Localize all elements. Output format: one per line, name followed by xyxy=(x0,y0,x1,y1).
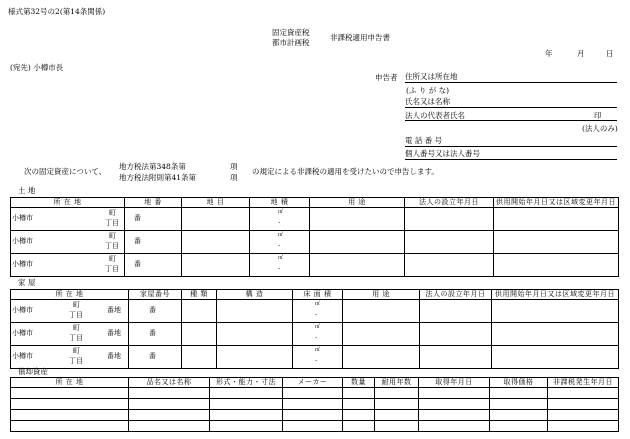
banchi-text: 番地 xyxy=(107,329,121,337)
chome-text: 丁目 xyxy=(105,242,119,250)
address-label: 住所又は所在地 xyxy=(405,72,458,81)
structure-cell[interactable] xyxy=(217,300,293,323)
table-row xyxy=(11,346,619,369)
table-cell[interactable] xyxy=(419,388,490,399)
date-year: 年 xyxy=(545,49,553,58)
location-cell[interactable] xyxy=(11,208,125,231)
depreciable-header-cell: 取得価格 xyxy=(490,378,548,388)
cho-text: 町 xyxy=(73,301,80,309)
dot-text: . xyxy=(315,309,318,317)
depreciable-header-cell: 非課税発生年月日 xyxy=(548,378,619,388)
table-row xyxy=(11,208,619,231)
type-cell[interactable] xyxy=(182,300,217,323)
house-table xyxy=(10,289,619,369)
table-cell[interactable] xyxy=(11,410,129,421)
category-cell[interactable] xyxy=(182,254,250,277)
table-cell[interactable] xyxy=(129,399,210,410)
depreciable-header-row xyxy=(11,378,619,388)
house-header-cell: 種 類 xyxy=(182,290,217,300)
land-header-cell: 所 在 地 xyxy=(11,198,125,208)
table-cell[interactable] xyxy=(375,410,419,421)
house-header-cell: 供用開始年月日又は区域変更年月日 xyxy=(492,290,619,300)
floor-area-cell[interactable] xyxy=(293,346,343,369)
table-cell[interactable] xyxy=(210,388,283,399)
table-cell[interactable] xyxy=(283,399,343,410)
house-header-row xyxy=(11,290,619,300)
location-cell[interactable] xyxy=(11,346,129,369)
chome-text: 丁目 xyxy=(69,357,83,365)
table-row xyxy=(11,399,619,410)
category-cell[interactable] xyxy=(182,231,250,254)
category-cell[interactable] xyxy=(182,208,250,231)
date-month: 月 xyxy=(577,49,585,58)
table-cell[interactable] xyxy=(129,388,210,399)
table-cell[interactable] xyxy=(548,388,619,399)
area-cell[interactable] xyxy=(250,231,310,254)
banchi-text: 番地 xyxy=(107,306,121,314)
use-cell[interactable] xyxy=(343,300,420,323)
house-number-cell[interactable] xyxy=(129,346,182,369)
ban-text: 番 xyxy=(149,352,156,360)
depreciable-header-cell: 所 在 地 xyxy=(11,378,129,388)
table-cell[interactable] xyxy=(343,399,375,410)
unit-text: ㎡ xyxy=(315,347,321,353)
house-header-cell: 所 在 地 xyxy=(11,290,129,300)
house-section-label: 家 屋 xyxy=(18,278,36,287)
unit-text: ㎡ xyxy=(315,301,321,307)
table-cell[interactable] xyxy=(490,421,548,432)
depreciable-header-cell: 形式・能力・寸法 xyxy=(210,378,283,388)
start-cell[interactable] xyxy=(494,231,619,254)
dot-text: . xyxy=(315,332,318,340)
land-table xyxy=(10,197,619,277)
cho-text: 町 xyxy=(109,209,116,217)
start-cell[interactable] xyxy=(492,346,619,369)
table-cell[interactable] xyxy=(11,421,129,432)
floor-area-cell[interactable] xyxy=(293,323,343,346)
use-cell[interactable] xyxy=(310,208,405,231)
applicant-id xyxy=(405,150,617,160)
dot-text: . xyxy=(278,263,281,271)
founding-cell[interactable] xyxy=(405,208,494,231)
table-row xyxy=(11,254,619,277)
seal-mark: 印 xyxy=(594,111,602,120)
start-cell[interactable] xyxy=(492,323,619,346)
location-cell[interactable] xyxy=(11,254,125,277)
ban-text: 番 xyxy=(134,237,141,245)
house-number-cell[interactable] xyxy=(129,300,182,323)
table-cell[interactable] xyxy=(210,410,283,421)
founding-cell[interactable] xyxy=(420,300,492,323)
chome-text: 丁目 xyxy=(69,311,83,319)
date-day: 日 xyxy=(606,49,614,58)
ban-text: 番 xyxy=(149,329,156,337)
table-cell[interactable] xyxy=(343,421,375,432)
representative-label: 法人の代表者氏名 xyxy=(405,111,465,120)
seal-note: (法人のみ) xyxy=(582,124,618,133)
table-cell[interactable] xyxy=(490,399,548,410)
depreciable-table xyxy=(10,377,619,432)
id-label: 個人番号又は法人番号 xyxy=(405,149,480,158)
city-text: 小樽市 xyxy=(12,306,33,314)
location-cell[interactable] xyxy=(11,323,129,346)
title-line2: 都市計画税 xyxy=(272,38,310,47)
table-row xyxy=(11,421,619,432)
land-header-cell: 用 途 xyxy=(310,198,405,208)
statement-item1: 項 xyxy=(230,162,238,171)
table-cell[interactable] xyxy=(375,421,419,432)
table-cell[interactable] xyxy=(490,410,548,421)
dot-text: . xyxy=(278,217,281,225)
table-cell[interactable] xyxy=(210,421,283,432)
start-cell[interactable] xyxy=(494,254,619,277)
use-cell[interactable] xyxy=(343,346,420,369)
unit-text: ㎡ xyxy=(278,232,284,238)
statement-item2: 項 xyxy=(230,173,238,182)
house-header-cell: 床 面 積 xyxy=(293,290,343,300)
city-text: 小樽市 xyxy=(12,352,33,360)
founding-cell[interactable] xyxy=(405,254,494,277)
house-number-cell[interactable] xyxy=(129,323,182,346)
phone-label: 電 話 番 号 xyxy=(405,136,443,145)
table-cell[interactable] xyxy=(343,410,375,421)
location-cell[interactable] xyxy=(11,300,129,323)
table-cell[interactable] xyxy=(419,410,490,421)
title-line1: 固定資産税 xyxy=(272,28,310,37)
founding-cell[interactable] xyxy=(420,346,492,369)
applicant-address xyxy=(405,73,617,83)
table-cell[interactable] xyxy=(129,421,210,432)
chome-text: 丁目 xyxy=(69,334,83,342)
area-cell[interactable] xyxy=(250,208,310,231)
type-cell[interactable] xyxy=(182,323,217,346)
house-header-cell: 用 途 xyxy=(343,290,420,300)
depreciable-section-label: 償却資産 xyxy=(18,367,48,376)
statement-law1: 地方税法第348条第 xyxy=(119,162,186,171)
table-row xyxy=(11,388,619,399)
lot-cell[interactable] xyxy=(125,208,182,231)
applicant-phone xyxy=(405,137,617,147)
table-cell[interactable] xyxy=(548,421,619,432)
founding-cell[interactable] xyxy=(405,231,494,254)
table-cell[interactable] xyxy=(548,410,619,421)
form-number: 様式第32号の2(第14条関係) xyxy=(8,7,106,16)
cho-text: 町 xyxy=(109,255,116,263)
ban-text: 番 xyxy=(149,306,156,314)
land-header-cell: 地 積 xyxy=(250,198,310,208)
land-header-cell: 法人の設立年月日 xyxy=(405,198,494,208)
dot-text: . xyxy=(315,355,318,363)
unit-text: ㎡ xyxy=(278,255,284,261)
house-header-cell: 家屋番号 xyxy=(129,290,182,300)
unit-text: ㎡ xyxy=(315,324,321,330)
ban-text: 番 xyxy=(134,260,141,268)
cho-text: 町 xyxy=(73,324,80,332)
cho-text: 町 xyxy=(109,232,116,240)
chome-text: 丁目 xyxy=(105,265,119,273)
house-header-cell: 構 造 xyxy=(217,290,293,300)
land-section-label: 土 地 xyxy=(18,186,36,195)
land-header-cell: 供用開始年月日又は区域変更年月日 xyxy=(494,198,619,208)
depreciable-header-cell: メーカー xyxy=(283,378,343,388)
city-text: 小樽市 xyxy=(12,214,33,222)
table-cell[interactable] xyxy=(283,410,343,421)
city-text: 小樽市 xyxy=(12,260,33,268)
city-text: 小樽市 xyxy=(12,237,33,245)
cho-text: 町 xyxy=(73,347,80,355)
land-header-cell: 地 目 xyxy=(182,198,250,208)
table-cell[interactable] xyxy=(419,421,490,432)
structure-cell[interactable] xyxy=(217,346,293,369)
table-cell[interactable] xyxy=(129,410,210,421)
applicant-label: 申告者 xyxy=(375,73,398,82)
use-cell[interactable] xyxy=(310,254,405,277)
use-cell[interactable] xyxy=(343,323,420,346)
location-cell[interactable] xyxy=(11,231,125,254)
table-cell[interactable] xyxy=(375,399,419,410)
table-cell[interactable] xyxy=(11,388,129,399)
dot-text: . xyxy=(278,240,281,248)
statement-lead: 次の固定資産について、 xyxy=(24,167,107,176)
house-header-cell: 法人の設立年月日 xyxy=(420,290,492,300)
start-cell[interactable] xyxy=(494,208,619,231)
floor-area-cell[interactable] xyxy=(293,300,343,323)
table-cell[interactable] xyxy=(490,388,548,399)
table-cell[interactable] xyxy=(419,399,490,410)
table-row xyxy=(11,231,619,254)
lot-cell[interactable] xyxy=(125,254,182,277)
table-cell[interactable] xyxy=(548,399,619,410)
founding-cell[interactable] xyxy=(420,323,492,346)
page-title: 非課税適用申告書 xyxy=(330,33,390,42)
table-row xyxy=(11,323,619,346)
structure-cell[interactable] xyxy=(217,323,293,346)
land-header-row xyxy=(11,198,619,208)
ban-text: 番 xyxy=(134,214,141,222)
table-cell[interactable] xyxy=(343,388,375,399)
table-cell[interactable] xyxy=(210,399,283,410)
depreciable-header-cell: 耐用年数 xyxy=(375,378,419,388)
statement-law2: 地方税法附則第41条第 xyxy=(119,173,197,182)
table-cell[interactable] xyxy=(283,388,343,399)
name-label: 氏名又は名称 xyxy=(405,97,450,106)
depreciable-header-cell: 取得年月日 xyxy=(419,378,490,388)
underline-representative xyxy=(405,120,617,121)
depreciable-header-cell: 数量 xyxy=(343,378,375,388)
applicant-furigana: (ふ り が な) xyxy=(406,86,450,95)
addressee: (宛先) 小樽市長 xyxy=(10,63,64,72)
start-cell[interactable] xyxy=(492,300,619,323)
applicant-name xyxy=(405,98,617,108)
table-row xyxy=(11,410,619,421)
land-header-cell: 地 番 xyxy=(125,198,182,208)
table-row xyxy=(11,300,619,323)
area-cell[interactable] xyxy=(250,254,310,277)
statement-tail: の規定による非課税の適用を受けたいので申告します。 xyxy=(252,167,439,176)
chome-text: 丁目 xyxy=(105,219,119,227)
city-text: 小樽市 xyxy=(12,329,33,337)
banchi-text: 番地 xyxy=(107,352,121,360)
table-cell[interactable] xyxy=(375,388,419,399)
use-cell[interactable] xyxy=(310,231,405,254)
table-cell[interactable] xyxy=(11,399,129,410)
depreciable-header-cell: 品名又は名称 xyxy=(129,378,210,388)
unit-text: ㎡ xyxy=(278,209,284,215)
type-cell[interactable] xyxy=(182,346,217,369)
table-cell[interactable] xyxy=(283,421,343,432)
lot-cell[interactable] xyxy=(125,231,182,254)
